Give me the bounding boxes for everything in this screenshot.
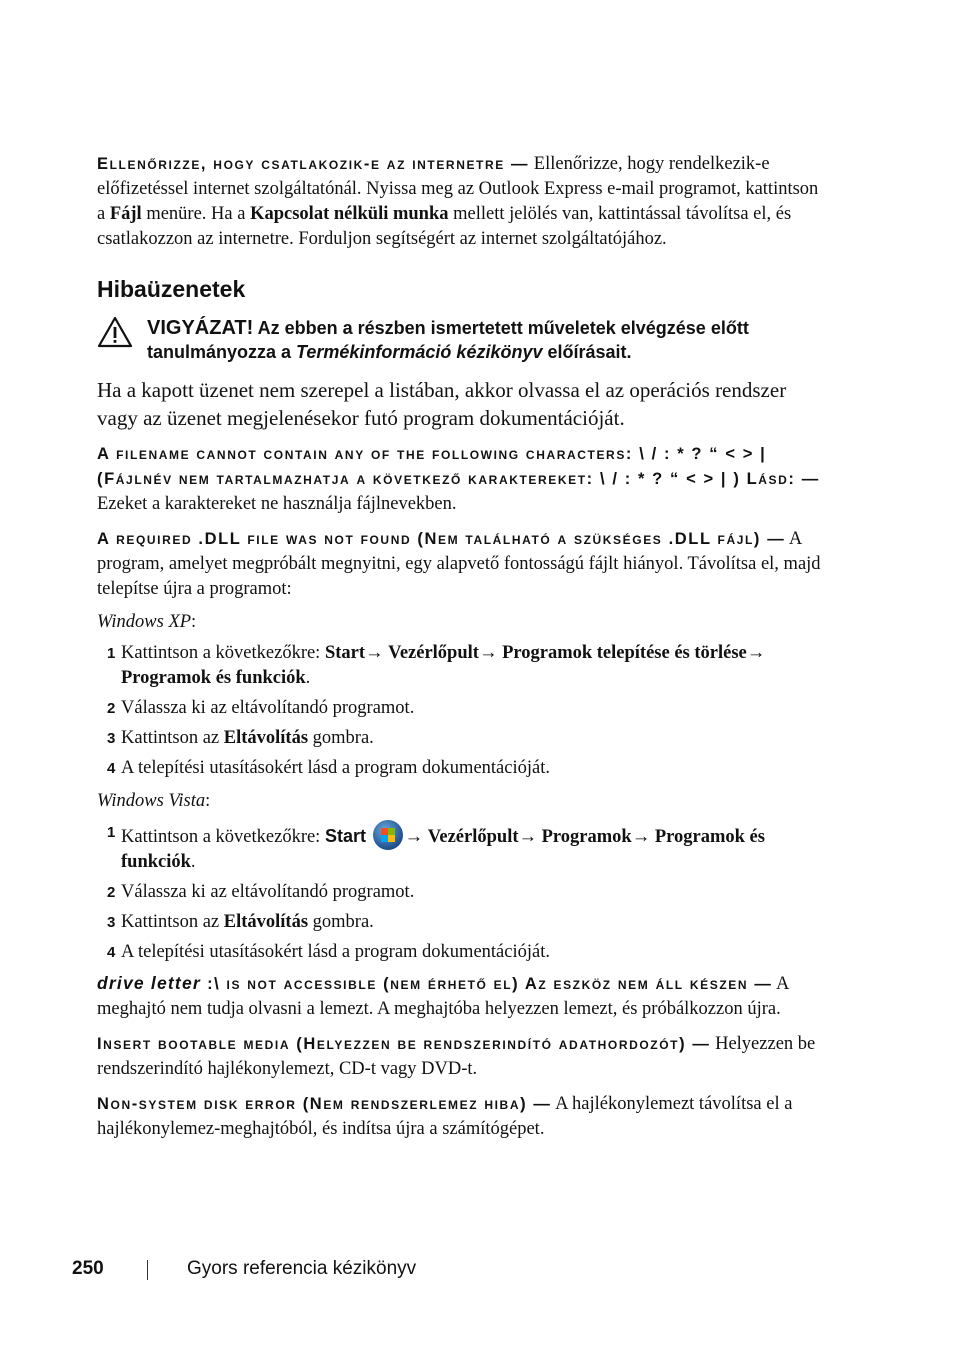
internet-check-heading: Ellenőrizze, hogy csatlakozik-e az internetre —: [97, 155, 530, 173]
list-item: 3 Kattintson az Eltávolítás gombra.: [107, 728, 374, 748]
error-heading: :\ is not accessible (nem érhető el) Az eszköz nem áll készen —: [200, 975, 773, 993]
vista-steps: [97, 820, 822, 965]
list-item: 4 A telepítési utasításokért lásd a program dokumentációját.: [107, 942, 550, 962]
error-drive: drive letter :\ is not accessible (nem érhető el) Az eszköz nem áll készen — A meghajtó nem tudja olvasni a lemezt. A meghajtóba helyezzen lemezt, és próbálkozzon újra.: [97, 973, 789, 1019]
lead-paragraph: Ha a kapott üzenet nem szerepel a listában, akkor olvassa el az operációs rendszer vagy az üzenet megjelenésekor futó program dokumentációját.: [97, 378, 787, 430]
error-heading: A filename cannot contain any of the following characters: \ / : * ? “ < > | (Fájlnév nem tartalmazhatja a következő karaktereket: \ / : * ? “ < > | ) Lásd: —: [97, 445, 820, 488]
os-label-xp: Windows XP:: [97, 612, 197, 632]
error-bootable: Insert bootable media (Helyezzen be rendszerindító adathordozót) — Helyezzen be rendszerindító hajlékonylemezt, CD-t vagy DVD-t.: [97, 1034, 816, 1079]
page-number: 250: [72, 1258, 104, 1279]
error-filename: A filename cannot contain any of the following characters: \ / : * ? “ < > | (Fájlnév nem tartalmazhatja a következő karaktereket: \ / : * ? “ < > | ) Lásd: — Ezeket a karaktereket ne használja fájlnevekben.: [97, 445, 820, 514]
error-heading: A required .DLL file was not found (Nem található a szükséges .DLL fájl) —: [97, 530, 786, 548]
os-label-vista: Windows Vista:: [97, 791, 211, 811]
list-item: 4 A telepítési utasításokért lásd a program dokumentációját.: [107, 758, 550, 778]
list-item: 1 Kattintson a következőkre: Start→ Vezérlőpult→ Programok telepítése és törlése→ Programok és funkciók.: [107, 643, 766, 688]
section-title: Hibaüzenetek: [97, 276, 246, 302]
error-heading: Insert bootable media (Helyezzen be rendszerindító adathordozót) —: [97, 1035, 711, 1053]
list-item: 3 Kattintson az Eltávolítás gombra.: [107, 912, 374, 932]
book-title: Gyors referencia kézikönyv: [187, 1258, 417, 1279]
list-item: 2 Válassza ki az eltávolítandó programot.: [107, 698, 415, 718]
caution-note: VIGYÁZAT! Az ebben a részben ismertetett műveletek elvégzése előtt tanulmányozza a Termékinformáció kézikönyv előírásait.: [97, 316, 822, 364]
caution-word: VIGYÁZAT!: [147, 317, 254, 339]
warning-icon: [97, 316, 133, 348]
error-heading-italic: drive letter: [97, 973, 201, 993]
error-nonsystem: Non-system disk error (Nem rendszerlemez hiba) — A hajlékonylemezt távolítsa el a hajlékonylemez-meghajtóból, és indítsa újra a számítógépet.: [97, 1094, 793, 1139]
list-item: 1 Kattintson a következőkre: Start → Vezérlőpult→ Programok→ Programok és funkciók.: [97, 820, 822, 875]
error-dll: A required .DLL file was not found (Nem található a szükséges .DLL fájl) — A program, amelyet megpróbált megnyitni, egy alapvető fontosságú fájlt hiányol. Távolítsa el, majd telepítse újra a programot:: [97, 529, 821, 599]
internet-check-paragraph: Ellenőrizze, hogy csatlakozik-e az internetre — Ellenőrizze, hogy rendelkezik-e előfizetéssel internet szolgáltatónál. Nyissa meg az Outlook Express e-mail programot, kattintson a Fájl menüre. Ha a Kapcsolat nélküli munka mellett jelölés van, kattintással távolítsa el, és csatlakozzon az internetre. Forduljon segítségért az internet szolgáltatójához.: [97, 154, 819, 249]
list-item: 2 Válassza ki az eltávolítandó programot.: [107, 882, 415, 902]
page-content: [97, 152, 822, 1152]
footer-divider: [147, 1260, 148, 1280]
xp-steps: [97, 641, 822, 781]
windows-start-icon: [373, 820, 403, 850]
error-heading: Non-system disk error (Nem rendszerlemez hiba) —: [97, 1095, 552, 1113]
